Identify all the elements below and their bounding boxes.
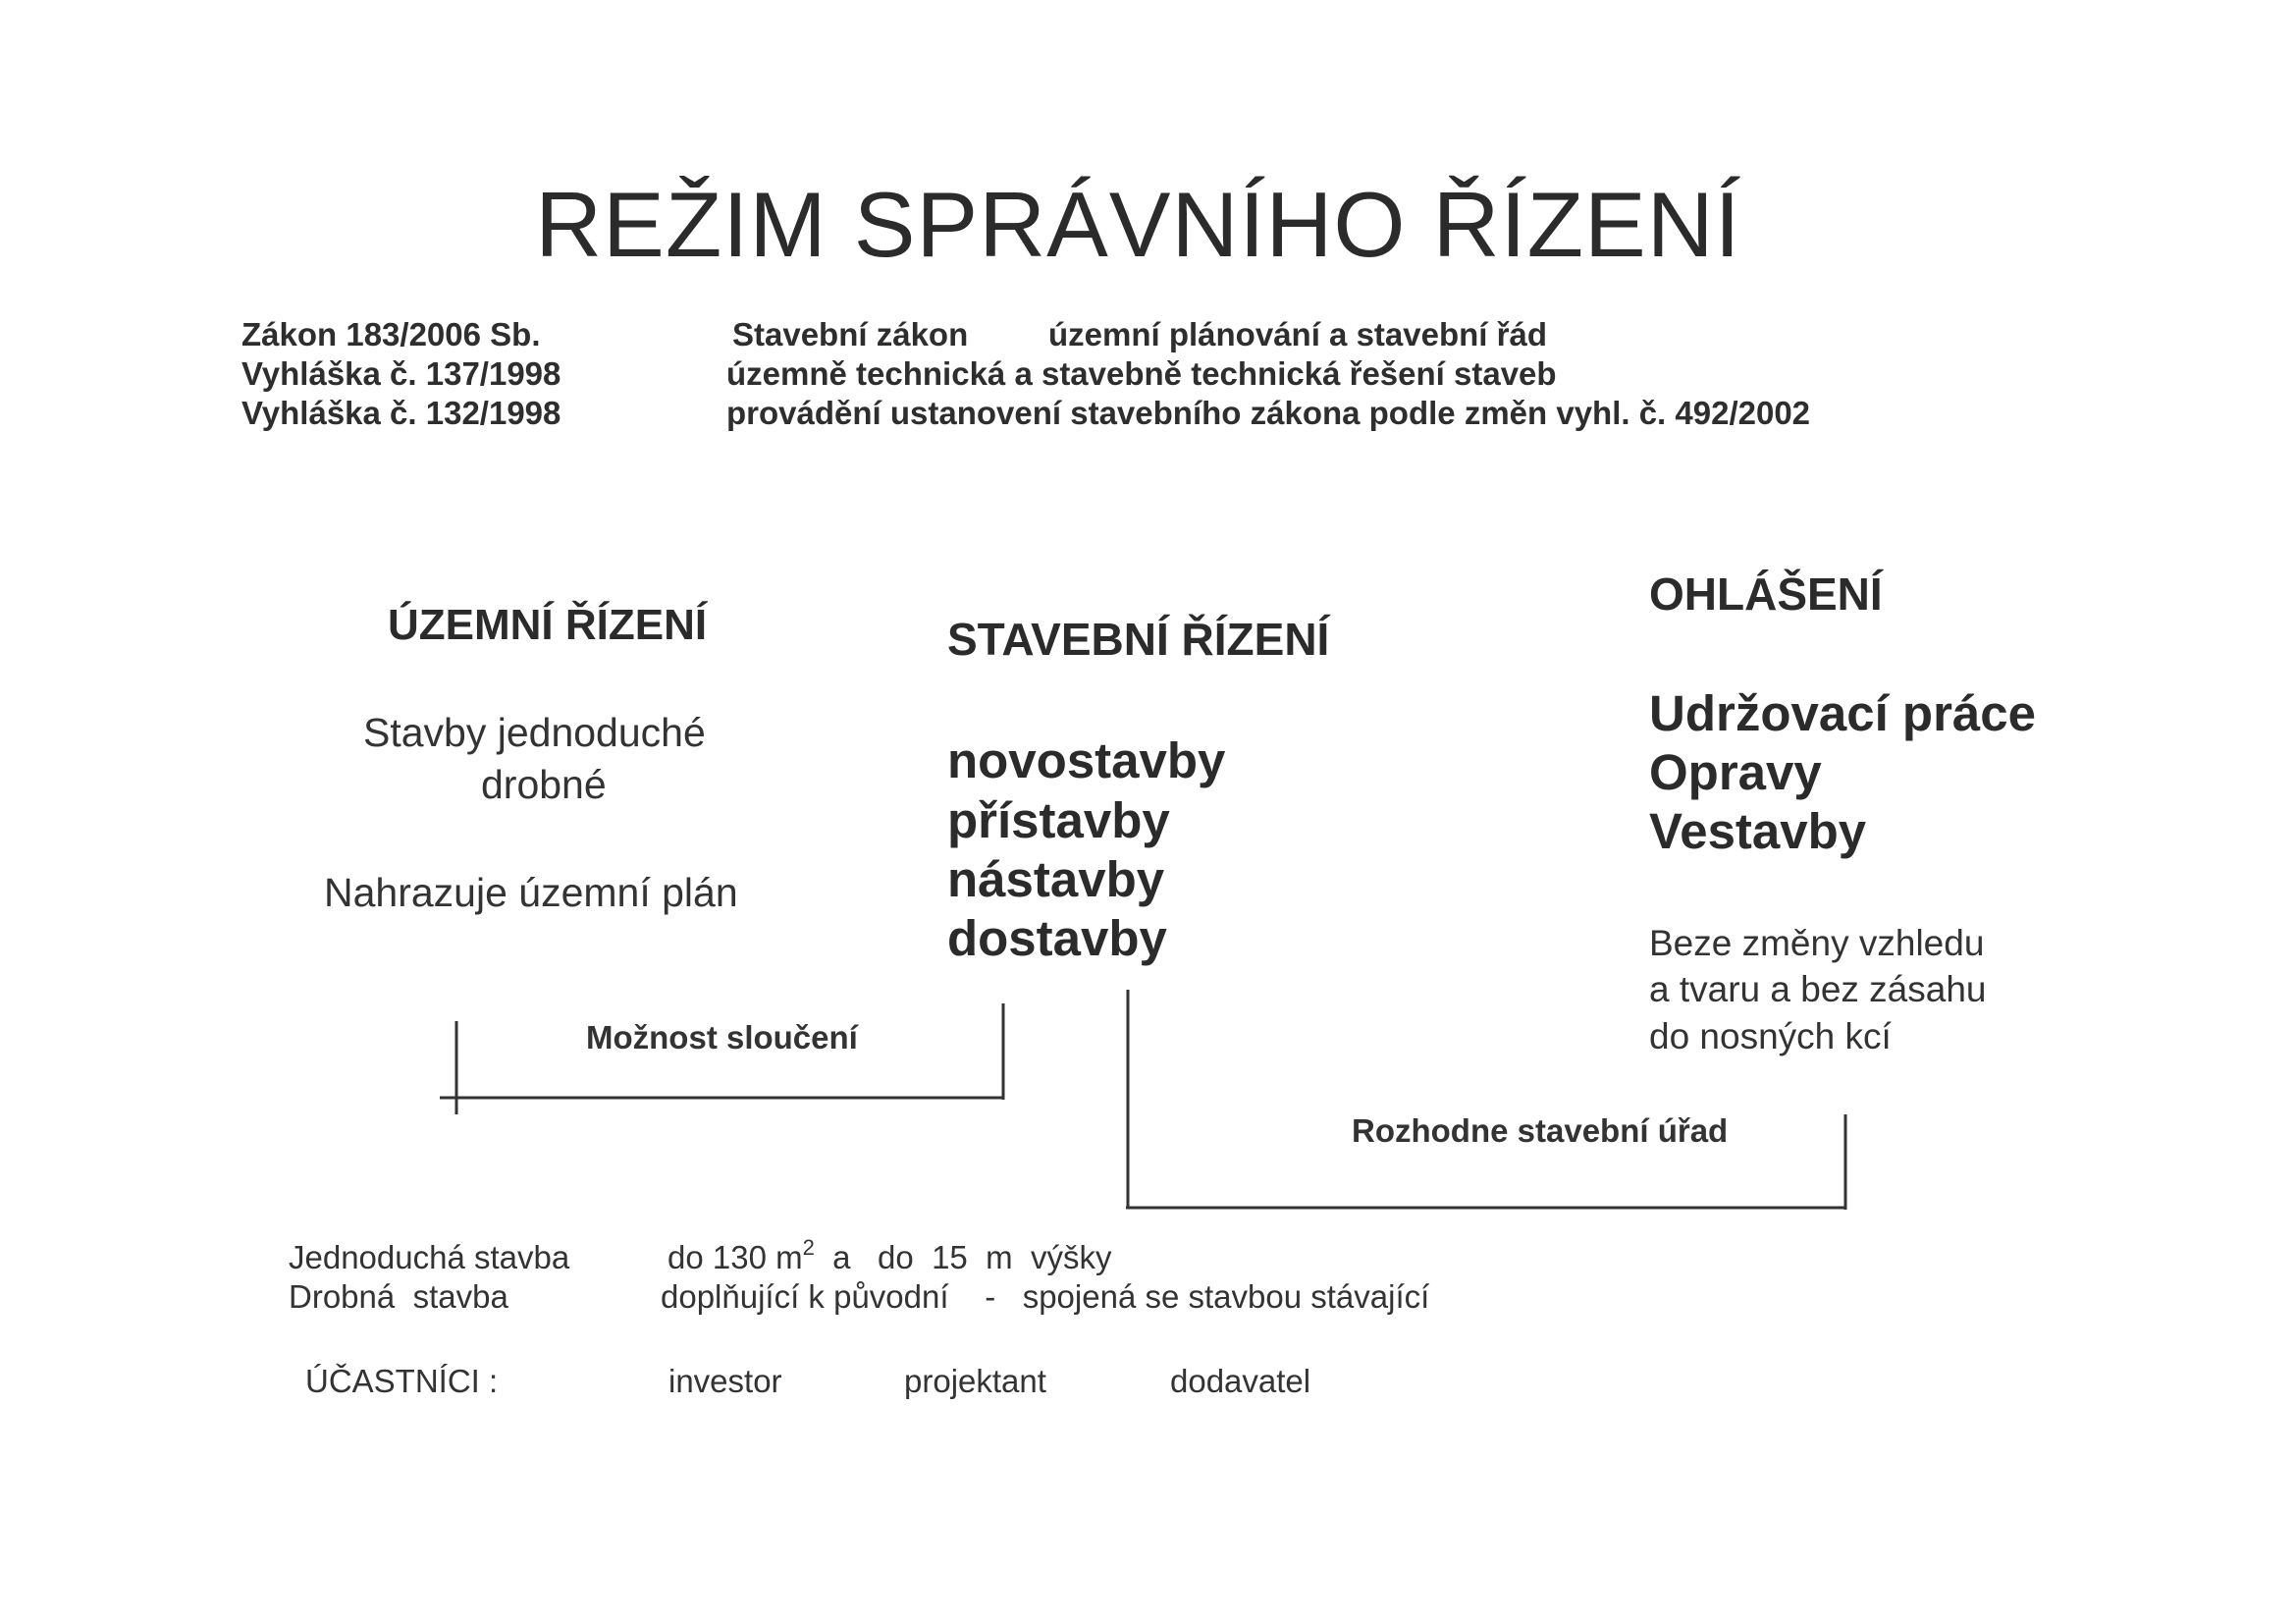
ohlaseni-note-1: Beze změny vzhledu: [1649, 923, 1985, 963]
page-title-text: REŽIM SPRÁVNÍHO ŘÍZENÍ: [535, 173, 1741, 276]
merge-label: Možnost sloučení: [586, 1019, 858, 1055]
simple-building-label: Jednoduchá stavba: [289, 1239, 570, 1275]
ohlaseni-item-2: Opravy: [1649, 744, 1822, 800]
ohlaseni-heading: OHLÁŠENÍ: [1649, 568, 1883, 620]
law-name-3: Vyhláška č. 132/1998: [241, 395, 561, 431]
uzemni-line-1: Stavby jednoduché: [363, 710, 706, 755]
participant-projektant: projektant: [904, 1363, 1046, 1399]
simple-value-sup: 2: [802, 1235, 815, 1260]
law-desc-2: územně technická a stavebně technická řešení staveb: [726, 355, 1557, 392]
ohlaseni-item-1: Udržovací práce: [1649, 685, 2037, 741]
participant-investor: investor: [668, 1363, 782, 1399]
simple-building-value: [667, 1235, 1112, 1276]
participants-label: ÚČASTNÍCI :: [305, 1363, 499, 1399]
decides-label: Rozhodne stavební úřad: [1352, 1112, 1729, 1149]
stavebni-item-4: dostavby: [947, 910, 1167, 966]
stavebni-item-2: přístavby: [947, 792, 1170, 848]
stavebni-heading: STAVEBNÍ ŘÍZENÍ: [947, 614, 1330, 665]
ohlaseni-item-3: Vestavby: [1649, 803, 1867, 859]
uzemni-heading: ÚZEMNÍ ŘÍZENÍ: [388, 601, 708, 649]
minor-building-label: Drobná stavba: [289, 1278, 508, 1315]
uzemni-line-2: drobné: [481, 762, 607, 807]
simple-value-post: a do 15 m výšky: [814, 1239, 1112, 1275]
stavebni-item-1: novostavby: [947, 732, 1226, 788]
stavebni-item-3: nástavby: [947, 851, 1165, 907]
simple-value-pre: do 130 m: [667, 1239, 803, 1275]
ohlaseni-note-2: a tvaru a bez zásahu: [1649, 969, 1987, 1009]
law-desc2-1: územní plánování a stavební řád: [1048, 316, 1547, 352]
uzemni-line-3: Nahrazuje územní plán: [324, 870, 738, 915]
law-name-1: Zákon 183/2006 Sb.: [241, 316, 541, 352]
ohlaseni-note-3: do nosných kcí: [1649, 1016, 1892, 1056]
participant-dodavatel: dodavatel: [1170, 1363, 1311, 1399]
law-name-2: Vyhláška č. 137/1998: [241, 355, 561, 392]
minor-building-value: doplňující k původní - spojená se stavbou stávající: [661, 1278, 1430, 1315]
law-desc-3: provádění ustanovení stavebního zákona podle změn vyhl. č. 492/2002: [726, 395, 1811, 431]
law-desc-1: Stavební zákon: [732, 316, 969, 352]
